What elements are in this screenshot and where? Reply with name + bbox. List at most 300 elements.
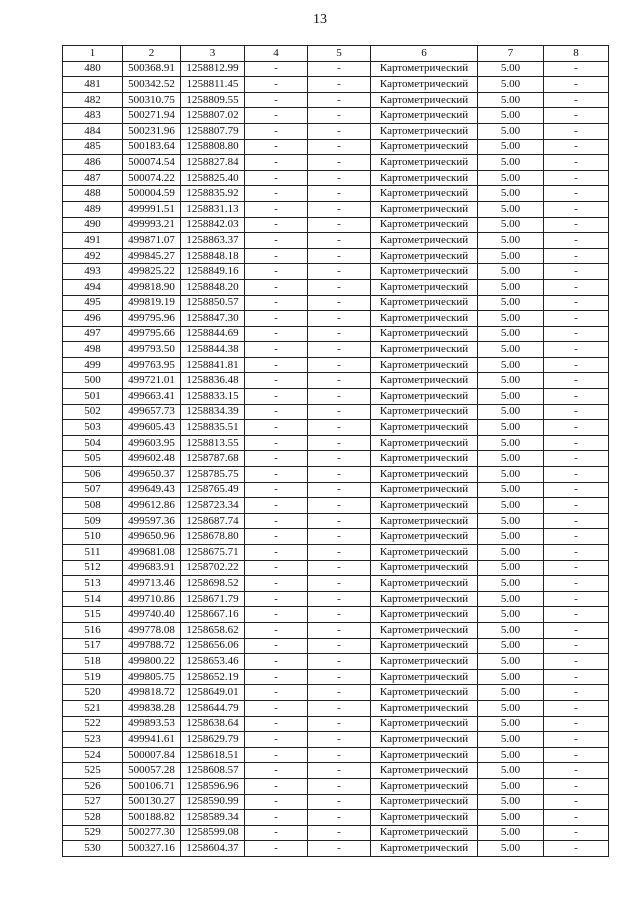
table-cell: 499603.95	[123, 435, 181, 451]
column-header: 7	[478, 46, 544, 62]
table-cell: 499805.75	[123, 669, 181, 685]
table-cell: 499612.86	[123, 498, 181, 514]
table-cell: -	[245, 186, 308, 202]
table-cell: 522	[63, 716, 123, 732]
table-cell: -	[544, 373, 609, 389]
table-row	[63, 513, 609, 529]
table-cell: Картометрический	[371, 576, 478, 592]
table-cell: 491	[63, 233, 123, 249]
table-cell: 5.00	[478, 389, 544, 405]
table-row	[63, 170, 609, 186]
table-cell: -	[308, 685, 371, 701]
table-cell: -	[544, 529, 609, 545]
table-cell: 5.00	[478, 170, 544, 186]
table-cell: Картометрический	[371, 295, 478, 311]
table-cell: Картометрический	[371, 498, 478, 514]
table-row	[63, 498, 609, 514]
table-cell: 500188.82	[123, 810, 181, 826]
table-row	[63, 264, 609, 280]
table-cell: 1258835.92	[181, 186, 245, 202]
table-row	[63, 716, 609, 732]
table-cell: -	[245, 357, 308, 373]
table-cell: -	[245, 700, 308, 716]
table-cell: -	[245, 841, 308, 857]
table-row	[63, 607, 609, 623]
table-cell: -	[245, 467, 308, 483]
table-cell: -	[245, 170, 308, 186]
table-cell: -	[308, 186, 371, 202]
table-cell: -	[544, 825, 609, 841]
table-cell: 5.00	[478, 451, 544, 467]
table-cell: 5.00	[478, 373, 544, 389]
table-cell: Картометрический	[371, 233, 478, 249]
table-row	[63, 747, 609, 763]
table-cell: -	[544, 763, 609, 779]
table-cell: -	[308, 311, 371, 327]
table-cell: -	[308, 700, 371, 716]
table-cell: -	[308, 654, 371, 670]
column-header: 5	[308, 46, 371, 62]
table-cell: 499818.90	[123, 279, 181, 295]
table-cell: -	[308, 155, 371, 171]
table-cell: 1258841.81	[181, 357, 245, 373]
table-row	[63, 279, 609, 295]
table-cell: 5.00	[478, 326, 544, 342]
table-cell: 499845.27	[123, 248, 181, 264]
table-cell: -	[245, 435, 308, 451]
table-cell: 1258787.68	[181, 451, 245, 467]
table-cell: 506	[63, 467, 123, 483]
table-cell: 5.00	[478, 279, 544, 295]
table-cell: 494	[63, 279, 123, 295]
table-cell: 1258667.16	[181, 607, 245, 623]
table-cell: 499602.48	[123, 451, 181, 467]
table-cell: 527	[63, 794, 123, 810]
table-row	[63, 123, 609, 139]
table-cell: -	[544, 638, 609, 654]
table-cell: -	[544, 248, 609, 264]
table-cell: Картометрический	[371, 357, 478, 373]
table-cell: 5.00	[478, 607, 544, 623]
table-cell: 5.00	[478, 560, 544, 576]
table-cell: -	[308, 170, 371, 186]
table-cell: 504	[63, 435, 123, 451]
table-cell: Картометрический	[371, 763, 478, 779]
table-cell: 5.00	[478, 420, 544, 436]
table-cell: 499793.50	[123, 342, 181, 358]
table-cell: 517	[63, 638, 123, 654]
table-cell: Картометрический	[371, 467, 478, 483]
table-cell: 1258850.57	[181, 295, 245, 311]
table-cell: 500007.84	[123, 747, 181, 763]
table-row	[63, 654, 609, 670]
table-cell: -	[544, 794, 609, 810]
table-cell: 499941.61	[123, 732, 181, 748]
table-cell: Картометрический	[371, 513, 478, 529]
table-cell: 499838.28	[123, 700, 181, 716]
table-cell: 500057.28	[123, 763, 181, 779]
table-cell: Картометрический	[371, 435, 478, 451]
table-cell: -	[308, 638, 371, 654]
table-cell: -	[544, 669, 609, 685]
table-cell: 499795.66	[123, 326, 181, 342]
table-cell: -	[308, 607, 371, 623]
table-cell: 497	[63, 326, 123, 342]
table-cell: 500310.75	[123, 92, 181, 108]
table-cell: 499740.40	[123, 607, 181, 623]
table-cell: 5.00	[478, 810, 544, 826]
table-cell: 526	[63, 778, 123, 794]
table-cell: 1258831.13	[181, 201, 245, 217]
table-cell: -	[544, 841, 609, 857]
table-cell: 1258844.69	[181, 326, 245, 342]
table-cell: 512	[63, 560, 123, 576]
table-cell: -	[308, 248, 371, 264]
table-cell: -	[544, 170, 609, 186]
table-cell: 496	[63, 311, 123, 327]
table-row	[63, 591, 609, 607]
table-row	[63, 373, 609, 389]
table-cell: 5.00	[478, 61, 544, 77]
table-row	[63, 139, 609, 155]
table-row	[63, 622, 609, 638]
table-cell: 1258835.51	[181, 420, 245, 436]
table-cell: 1258785.75	[181, 467, 245, 483]
table-cell: 5.00	[478, 513, 544, 529]
table-cell: -	[245, 763, 308, 779]
table-cell: 499605.43	[123, 420, 181, 436]
table-cell: -	[544, 311, 609, 327]
table-cell: -	[544, 77, 609, 93]
table-cell: -	[544, 451, 609, 467]
table-cell: -	[544, 482, 609, 498]
table-cell: -	[245, 529, 308, 545]
table-cell: 521	[63, 700, 123, 716]
table-cell: Картометрический	[371, 747, 478, 763]
table-cell: -	[308, 451, 371, 467]
table-cell: 5.00	[478, 201, 544, 217]
table-row	[63, 841, 609, 857]
column-header: 3	[181, 46, 245, 62]
table-cell: 5.00	[478, 186, 544, 202]
table-cell: 499663.41	[123, 389, 181, 405]
table-cell: 502	[63, 404, 123, 420]
table-cell: -	[245, 264, 308, 280]
table-cell: 499650.37	[123, 467, 181, 483]
table-cell: 514	[63, 591, 123, 607]
table-cell: Картометрический	[371, 591, 478, 607]
table-cell: -	[308, 591, 371, 607]
table-cell: -	[308, 716, 371, 732]
table-cell: 499721.01	[123, 373, 181, 389]
table-cell: -	[544, 217, 609, 233]
table-cell: 5.00	[478, 622, 544, 638]
table-cell: -	[544, 233, 609, 249]
table-cell: 1258638.64	[181, 716, 245, 732]
column-header: 1	[63, 46, 123, 62]
table-cell: 499819.19	[123, 295, 181, 311]
table-cell: Картометрический	[371, 123, 478, 139]
table-cell: 500	[63, 373, 123, 389]
table-cell: 1258842.03	[181, 217, 245, 233]
table-cell: 1258833.15	[181, 389, 245, 405]
table-cell: -	[544, 61, 609, 77]
table-cell: 525	[63, 763, 123, 779]
table-row	[63, 825, 609, 841]
table-cell: -	[544, 357, 609, 373]
table-row	[63, 778, 609, 794]
table-cell: -	[308, 576, 371, 592]
table-cell: -	[308, 545, 371, 561]
table-cell: Картометрический	[371, 529, 478, 545]
table-cell: 499683.91	[123, 560, 181, 576]
table-cell: -	[245, 326, 308, 342]
table-cell: 1258813.55	[181, 435, 245, 451]
table-cell: 1258825.40	[181, 170, 245, 186]
table-cell: -	[544, 155, 609, 171]
table-cell: 499649.43	[123, 482, 181, 498]
table-cell: Картометрический	[371, 342, 478, 358]
table-cell: Картометрический	[371, 560, 478, 576]
table-cell: -	[308, 295, 371, 311]
table-cell: 499597.36	[123, 513, 181, 529]
table-cell: 5.00	[478, 841, 544, 857]
table-cell: 499763.95	[123, 357, 181, 373]
table-cell: -	[245, 342, 308, 358]
table-cell: -	[308, 326, 371, 342]
table-cell: 5.00	[478, 233, 544, 249]
table-cell: 1258808.80	[181, 139, 245, 155]
table-cell: 5.00	[478, 545, 544, 561]
table-cell: -	[544, 560, 609, 576]
table-cell: 5.00	[478, 669, 544, 685]
table-cell: Картометрический	[371, 685, 478, 701]
table-cell: 492	[63, 248, 123, 264]
table-cell: 510	[63, 529, 123, 545]
table-cell: -	[544, 467, 609, 483]
table-cell: -	[544, 123, 609, 139]
table-cell: 1258652.19	[181, 669, 245, 685]
table-cell: -	[544, 139, 609, 155]
table-cell: 5.00	[478, 482, 544, 498]
table-cell: -	[308, 92, 371, 108]
table-cell: 529	[63, 825, 123, 841]
table-cell: Картометрический	[371, 825, 478, 841]
table-cell: 1258811.45	[181, 77, 245, 93]
table-cell: 5.00	[478, 498, 544, 514]
table-cell: -	[544, 420, 609, 436]
table-cell: 524	[63, 747, 123, 763]
table-row	[63, 357, 609, 373]
table-cell: 499795.96	[123, 311, 181, 327]
table-cell: 1258836.48	[181, 373, 245, 389]
table-cell: -	[308, 467, 371, 483]
table-cell: -	[245, 123, 308, 139]
table-cell: 498	[63, 342, 123, 358]
table-row	[63, 342, 609, 358]
column-header: 4	[245, 46, 308, 62]
table-cell: -	[308, 404, 371, 420]
table-cell: -	[245, 669, 308, 685]
table-cell: -	[308, 810, 371, 826]
table-cell: -	[544, 404, 609, 420]
table-cell: 1258644.79	[181, 700, 245, 716]
table-cell: Картометрический	[371, 669, 478, 685]
table-row	[63, 560, 609, 576]
table-cell: 1258847.30	[181, 311, 245, 327]
table-cell: 1258608.57	[181, 763, 245, 779]
table-cell: -	[308, 61, 371, 77]
table-row	[63, 186, 609, 202]
table-cell: 5.00	[478, 700, 544, 716]
table-cell: Картометрический	[371, 155, 478, 171]
table-cell: 1258807.79	[181, 123, 245, 139]
table-cell: -	[308, 560, 371, 576]
table-cell: -	[308, 669, 371, 685]
table-cell: Картометрический	[371, 622, 478, 638]
table-cell: -	[544, 342, 609, 358]
table-cell: 500277.30	[123, 825, 181, 841]
table-cell: 505	[63, 451, 123, 467]
table-cell: -	[245, 420, 308, 436]
table-row	[63, 217, 609, 233]
table-cell: -	[245, 654, 308, 670]
table-cell: 5.00	[478, 747, 544, 763]
table-cell: 500342.52	[123, 77, 181, 93]
table-cell: -	[544, 778, 609, 794]
table-row	[63, 482, 609, 498]
table-cell: 499788.72	[123, 638, 181, 654]
table-cell: -	[544, 747, 609, 763]
table-cell: -	[245, 451, 308, 467]
table-cell: 500106.71	[123, 778, 181, 794]
table-cell: -	[245, 311, 308, 327]
table-body	[63, 61, 609, 856]
table-cell: -	[245, 622, 308, 638]
table-cell: Картометрический	[371, 217, 478, 233]
table-cell: -	[245, 685, 308, 701]
table-cell: -	[308, 763, 371, 779]
table-cell: 528	[63, 810, 123, 826]
table-cell: 5.00	[478, 77, 544, 93]
table-cell: 1258653.46	[181, 654, 245, 670]
table-cell: 488	[63, 186, 123, 202]
table-cell: 1258590.99	[181, 794, 245, 810]
table-cell: 1258658.62	[181, 622, 245, 638]
table-cell: -	[245, 233, 308, 249]
table-cell: 500004.59	[123, 186, 181, 202]
table-cell: 5.00	[478, 404, 544, 420]
table-cell: 1258671.79	[181, 591, 245, 607]
table-cell: -	[245, 217, 308, 233]
table-cell: 518	[63, 654, 123, 670]
table-cell: -	[308, 139, 371, 155]
table-row	[63, 451, 609, 467]
table-row	[63, 685, 609, 701]
table-row	[63, 529, 609, 545]
table-cell: 5.00	[478, 217, 544, 233]
table-cell: 493	[63, 264, 123, 280]
table-cell: -	[308, 513, 371, 529]
table-cell: 1258604.37	[181, 841, 245, 857]
table-row	[63, 155, 609, 171]
table-cell: -	[308, 108, 371, 124]
table-cell: 1258687.74	[181, 513, 245, 529]
table-row	[63, 92, 609, 108]
table-cell: 481	[63, 77, 123, 93]
table-cell: 1258649.01	[181, 685, 245, 701]
table-row	[63, 61, 609, 77]
table-cell: -	[308, 373, 371, 389]
table-cell: 485	[63, 139, 123, 155]
table-cell: 1258827.84	[181, 155, 245, 171]
table-cell: -	[308, 498, 371, 514]
table-cell: 1258834.39	[181, 404, 245, 420]
table-cell: -	[308, 264, 371, 280]
table-cell: 1258629.79	[181, 732, 245, 748]
table-cell: 508	[63, 498, 123, 514]
table-cell: 511	[63, 545, 123, 561]
table-cell: 5.00	[478, 108, 544, 124]
table-row	[63, 311, 609, 327]
table-cell: 1258863.37	[181, 233, 245, 249]
table-cell: 5.00	[478, 825, 544, 841]
table-cell: -	[245, 560, 308, 576]
header-row	[63, 46, 609, 62]
table-cell: 1258698.52	[181, 576, 245, 592]
table-cell: 482	[63, 92, 123, 108]
table-row	[63, 389, 609, 405]
table-cell: -	[308, 233, 371, 249]
table-cell: 1258702.22	[181, 560, 245, 576]
table-cell: -	[245, 810, 308, 826]
table-cell: -	[544, 326, 609, 342]
table-row	[63, 248, 609, 264]
table-cell: 5.00	[478, 685, 544, 701]
table-cell: 500183.64	[123, 139, 181, 155]
table-cell: 1258765.49	[181, 482, 245, 498]
table-cell: -	[544, 279, 609, 295]
table-cell: -	[544, 498, 609, 514]
table-cell: -	[308, 77, 371, 93]
table-cell: -	[544, 607, 609, 623]
table-cell: 499	[63, 357, 123, 373]
table-row	[63, 576, 609, 592]
table-cell: -	[544, 732, 609, 748]
table-cell: 500271.94	[123, 108, 181, 124]
table-cell: 5.00	[478, 716, 544, 732]
table-cell: -	[308, 482, 371, 498]
table-cell: Картометрический	[371, 326, 478, 342]
table-cell: -	[544, 513, 609, 529]
table-cell: -	[308, 123, 371, 139]
table-row	[63, 233, 609, 249]
table-cell: -	[308, 825, 371, 841]
table-cell: -	[308, 732, 371, 748]
table-cell: 1258848.20	[181, 279, 245, 295]
table-row	[63, 732, 609, 748]
table-cell: -	[544, 545, 609, 561]
table-cell: 5.00	[478, 435, 544, 451]
table-cell: 1258844.38	[181, 342, 245, 358]
table-cell: 5.00	[478, 264, 544, 280]
table-cell: 5.00	[478, 311, 544, 327]
table-cell: Картометрический	[371, 654, 478, 670]
table-cell: 483	[63, 108, 123, 124]
table-row	[63, 295, 609, 311]
table-cell: 499650.96	[123, 529, 181, 545]
table-cell: 499710.86	[123, 591, 181, 607]
